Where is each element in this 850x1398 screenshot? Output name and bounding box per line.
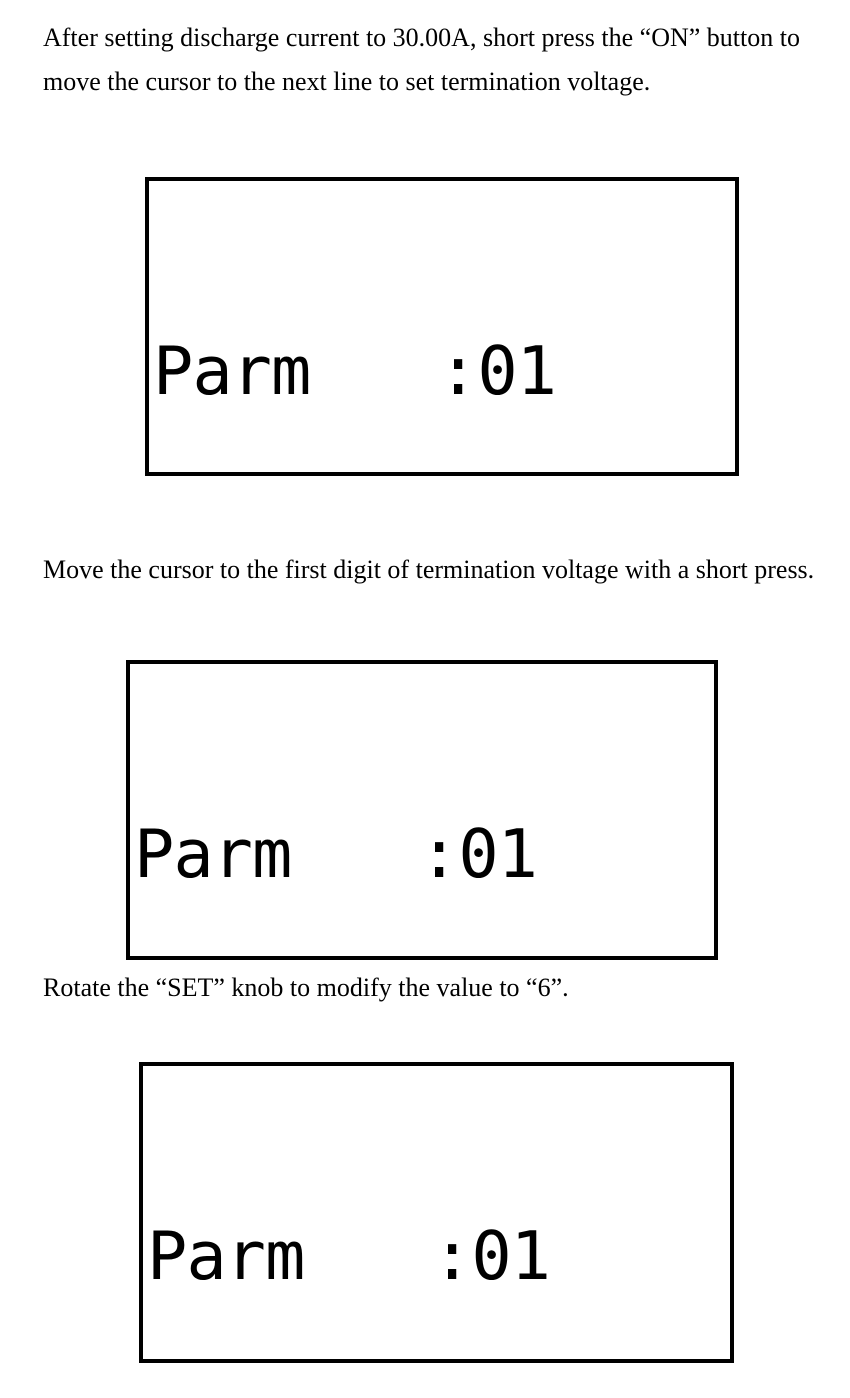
parm-label: Parm bbox=[147, 1217, 305, 1295]
parm-row bbox=[147, 1217, 730, 1295]
parm-label: Parm bbox=[153, 332, 311, 410]
lcd-screen-3 bbox=[139, 1062, 734, 1363]
parm-label: Parm bbox=[134, 815, 292, 893]
parm-row bbox=[134, 815, 714, 893]
lcd-screen-1 bbox=[145, 177, 739, 476]
instruction-paragraph-2: Move the cursor to the first digit of termination voltage with a short press. bbox=[43, 555, 815, 584]
parm-row bbox=[153, 332, 735, 410]
parm-value: :01 bbox=[432, 1217, 551, 1295]
lcd-screen-2 bbox=[126, 660, 718, 960]
instruction-paragraph-3: Rotate the “SET” knob to modify the value to “6”. bbox=[43, 973, 569, 1002]
instruction-paragraph-1: After setting discharge current to 30.00A, short press the “ON” button to move the cursor to the next line to set termination voltage. bbox=[43, 23, 800, 96]
parm-value: :01 bbox=[438, 332, 557, 410]
parm-value: :01 bbox=[419, 815, 538, 893]
